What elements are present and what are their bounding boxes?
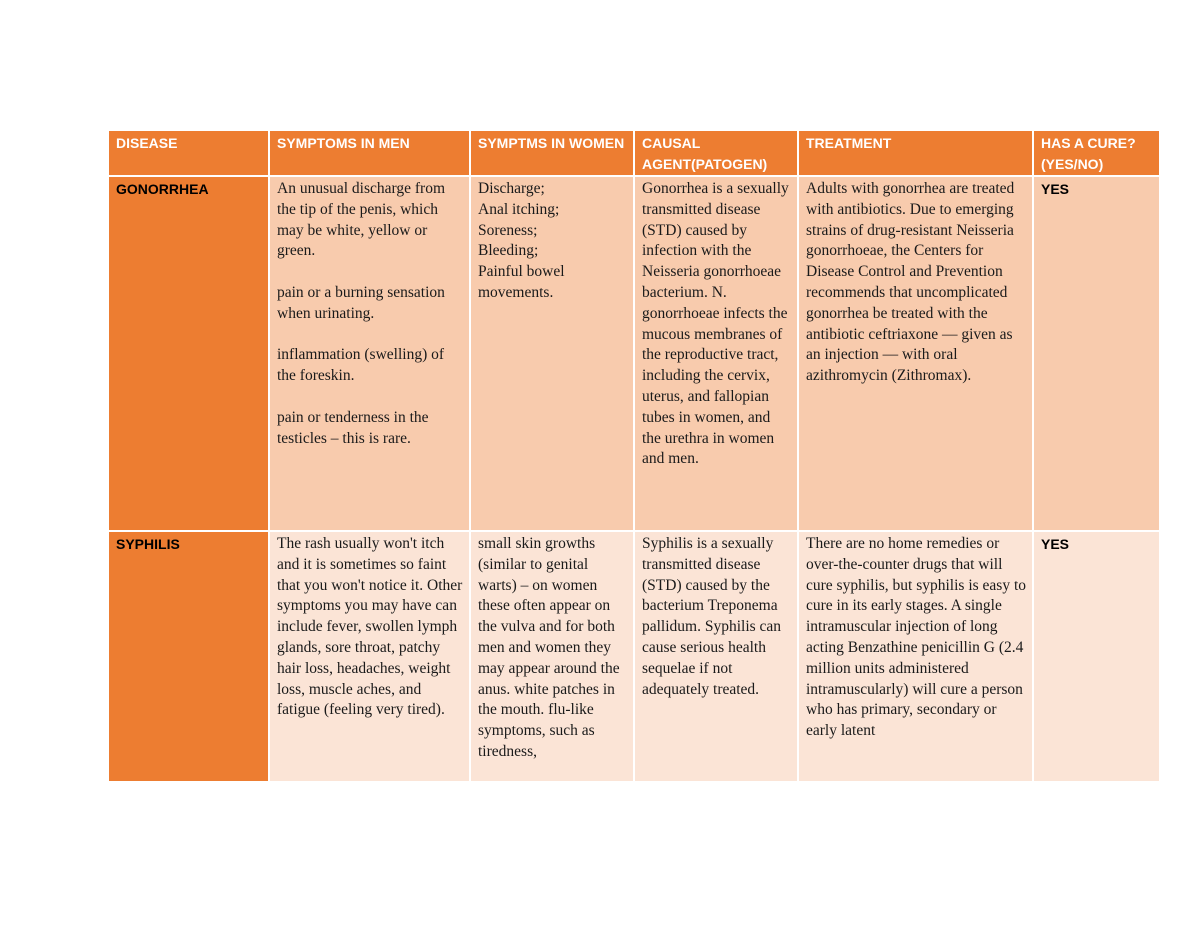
table-row (108, 176, 1160, 531)
header-symptoms-women: SYMPTMS IN WOMEN (470, 130, 634, 176)
causal-agent-cell: Syphilis is a sexually transmitted disease (STD) caused by the bacterium Treponema pallidum. Syphilis can cause serious health sequelae if not adequately treated. (634, 531, 798, 782)
header-row (108, 130, 1160, 176)
symptoms-women-cell: small skin growths (similar to genital warts) – on women these often appear on the vulva and for both men and women they may appear around the anus. white patches in the mouth. flu-like symptoms, such as tiredness, (470, 531, 634, 782)
header-treatment: TREATMENT (798, 130, 1033, 176)
std-comparison-table (107, 129, 1161, 783)
symptoms-men-cell: An unusual discharge from the tip of the penis, which may be white, yellow or green. pain or a burning sensation when urinating. inflammation (swelling) of the foreskin. pain or tenderness in the testicles – this is rare. (269, 176, 470, 531)
table-row (108, 531, 1160, 782)
header-symptoms-men: SYMPTOMS IN MEN (269, 130, 470, 176)
treatment-cell: Adults with gonorrhea are treated with antibiotics. Due to emerging strains of drug-resistant Neisseria gonorrhoeae, the Centers for Disease Control and Prevention recommends that uncomplicated gonorrhea be treated with the antibiotic ceftriaxone — given as an injection — with oral azithromycin (Zithromax). (798, 176, 1033, 531)
symptoms-women-cell: Discharge; Anal itching; Soreness; Bleeding; Painful bowel movements. (470, 176, 634, 531)
disease-name: GONORRHEA (108, 176, 269, 531)
header-causal-agent: CAUSAL AGENT(PATOGEN) (634, 130, 798, 176)
symptoms-men-cell: The rash usually won't itch and it is sometimes so faint that you won't notice it. Other symptoms you may have can include fever, swollen lymph glands, sore throat, patchy hair loss, headaches, weight loss, muscle aches, and fatigue (feeling very tired). (269, 531, 470, 782)
cure-cell: YES (1033, 531, 1160, 782)
cure-cell: YES (1033, 176, 1160, 531)
disease-name: SYPHILIS (108, 531, 269, 782)
header-has-cure: HAS A CURE? (YES/NO) (1033, 130, 1160, 176)
treatment-cell: There are no home remedies or over-the-counter drugs that will cure syphilis, but syphilis is easy to cure in its early stages. A single intramuscular injection of long acting Benzathine penicillin G (2.4 million units administered intramuscularly) will cure a person who has primary, secondary or early latent (798, 531, 1033, 782)
causal-agent-cell: Gonorrhea is a sexually transmitted disease (STD) caused by infection with the Neisseria gonorrhoeae bacterium. N. gonorrhoeae infects the mucous membranes of the reproductive tract, including the cervix, uterus, and fallopian tubes in women, and the urethra in women and men. (634, 176, 798, 531)
header-disease: DISEASE (108, 130, 269, 176)
